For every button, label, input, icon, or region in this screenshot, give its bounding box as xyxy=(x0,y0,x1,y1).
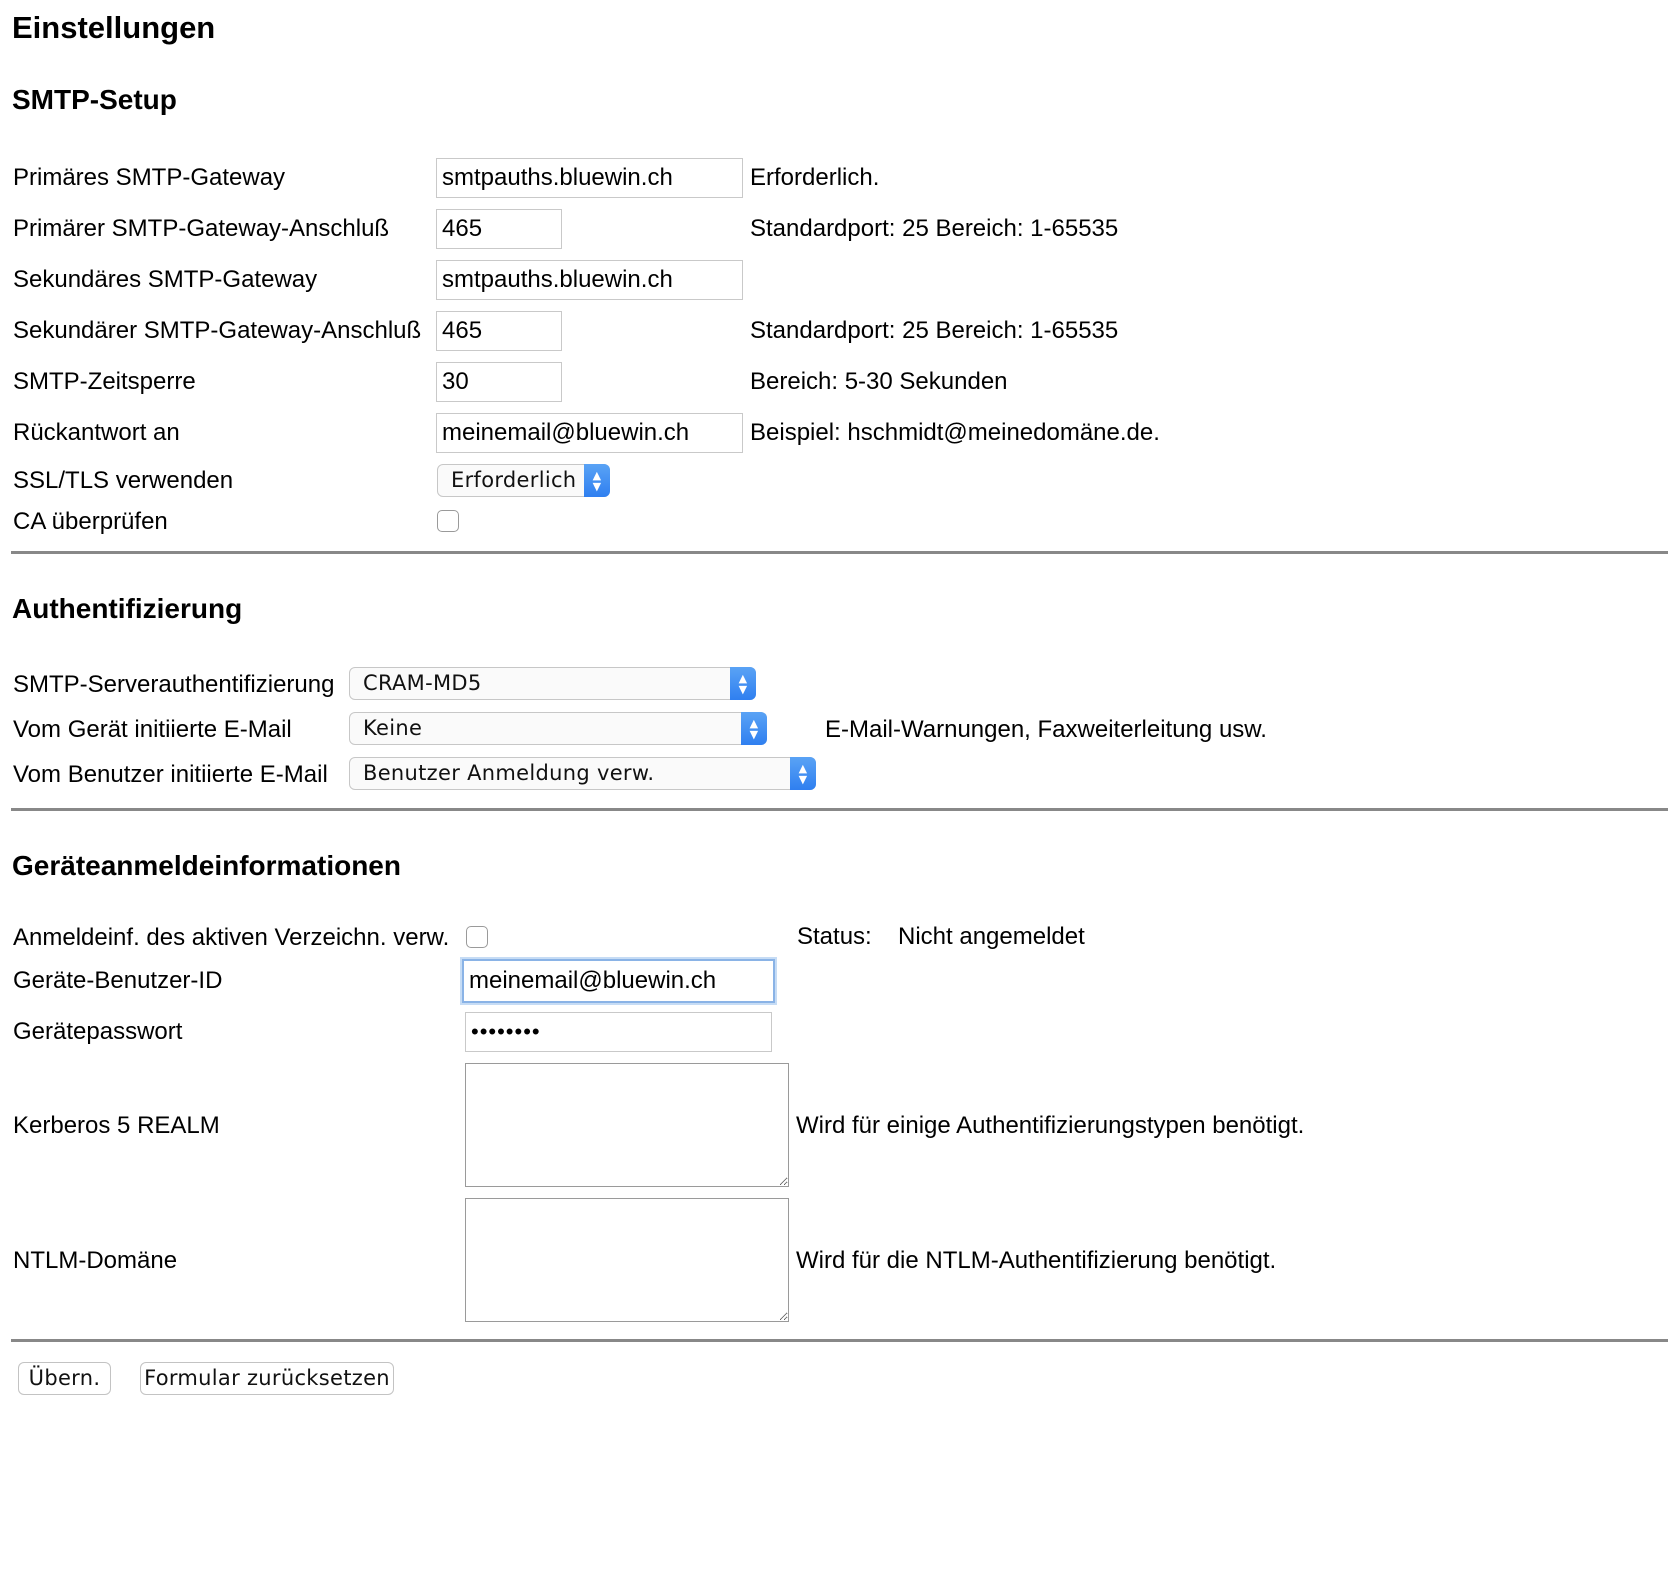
secondary-gateway-input[interactable] xyxy=(436,260,743,300)
primary-port-input[interactable] xyxy=(436,209,562,249)
ssl-tls-select[interactable] xyxy=(437,464,610,497)
auth-section-heading: Authentifizierung xyxy=(12,593,243,624)
page-title: Einstellungen xyxy=(12,10,216,45)
device-email-selected-value: Keine xyxy=(363,716,423,740)
server-auth-select[interactable] xyxy=(349,667,756,700)
status-label: Status: xyxy=(797,923,872,950)
timeout-label: SMTP-Zeitsperre xyxy=(13,368,196,395)
reply-to-hint: Beispiel: hschmidt@meinedomäne.de. xyxy=(750,419,1160,446)
user-id-input[interactable] xyxy=(462,959,775,1003)
primary-port-label: Primärer SMTP-Gateway-Anschluß xyxy=(13,215,390,242)
secondary-port-hint: Standardport: 25 Bereich: 1-65535 xyxy=(750,317,1119,344)
reply-to-label: Rückantwort an xyxy=(13,419,180,446)
device-email-select[interactable] xyxy=(349,712,767,745)
user-email-select[interactable] xyxy=(349,757,816,790)
active-dir-checkbox[interactable] xyxy=(466,926,488,948)
kerberos-label: Kerberos 5 REALM xyxy=(13,1112,220,1139)
status-value: Nicht angemeldet xyxy=(898,923,1085,950)
submit-button[interactable]: Übern. xyxy=(18,1362,111,1395)
active-dir-label: Anmeldeinf. des aktiven Verzeichn. verw. xyxy=(13,924,450,951)
section-divider xyxy=(11,1339,1668,1342)
timeout-input[interactable] xyxy=(436,362,562,402)
user-email-label: Vom Benutzer initiierte E-Mail xyxy=(13,761,328,788)
reply-to-input[interactable] xyxy=(436,413,743,453)
primary-port-hint: Standardport: 25 Bereich: 1-65535 xyxy=(750,215,1119,242)
smtp-section-heading: SMTP-Setup xyxy=(12,84,177,115)
password-masked-value: •••••••• xyxy=(471,1019,541,1044)
timeout-hint: Bereich: 5-30 Sekunden xyxy=(750,368,1008,395)
device-email-hint: E-Mail-Warnungen, Faxweiterleitung usw. xyxy=(825,716,1267,743)
primary-gateway-hint: Erforderlich. xyxy=(750,164,880,191)
chevron-updown-icon: ▲ ▼ xyxy=(584,464,610,497)
user-id-label: Geräte-Benutzer-ID xyxy=(13,967,223,994)
verify-ca-label: CA überprüfen xyxy=(13,508,168,535)
kerberos-hint: Wird für einige Authentifizierungstypen benötigt. xyxy=(796,1112,1305,1139)
primary-gateway-input[interactable] xyxy=(436,158,743,198)
server-auth-label: SMTP-Serverauthentifizierung xyxy=(13,671,335,698)
server-auth-selected-value: CRAM-MD5 xyxy=(363,671,482,695)
ssl-tls-selected-value: Erforderlich xyxy=(451,468,577,492)
primary-gateway-label: Primäres SMTP-Gateway xyxy=(13,164,286,191)
chevron-updown-icon: ▲ ▼ xyxy=(741,712,767,745)
ssl-tls-label: SSL/TLS verwenden xyxy=(13,467,234,494)
credentials-section-heading: Geräteanmeldeinformationen xyxy=(12,850,401,881)
secondary-port-input[interactable] xyxy=(436,311,562,351)
device-email-label: Vom Gerät initiierte E-Mail xyxy=(13,716,292,743)
verify-ca-checkbox[interactable] xyxy=(437,510,459,532)
user-email-selected-value: Benutzer Anmeldung verw. xyxy=(363,761,655,785)
chevron-updown-icon: ▲ ▼ xyxy=(790,757,816,790)
reset-form-button[interactable]: Formular zurücksetzen xyxy=(140,1362,394,1395)
password-input[interactable] xyxy=(465,1012,772,1052)
chevron-updown-icon: ▲ ▼ xyxy=(730,667,756,700)
secondary-gateway-label: Sekundäres SMTP-Gateway xyxy=(13,266,318,293)
kerberos-textarea[interactable] xyxy=(465,1063,789,1187)
ntlm-label: NTLM-Domäne xyxy=(13,1247,178,1274)
secondary-port-label: Sekundärer SMTP-Gateway-Anschluß xyxy=(13,317,422,344)
section-divider xyxy=(11,808,1668,811)
password-label: Gerätepasswort xyxy=(13,1018,183,1045)
ntlm-hint: Wird für die NTLM-Authentifizierung benötigt. xyxy=(796,1247,1277,1274)
section-divider xyxy=(11,551,1668,554)
ntlm-textarea[interactable] xyxy=(465,1198,789,1322)
